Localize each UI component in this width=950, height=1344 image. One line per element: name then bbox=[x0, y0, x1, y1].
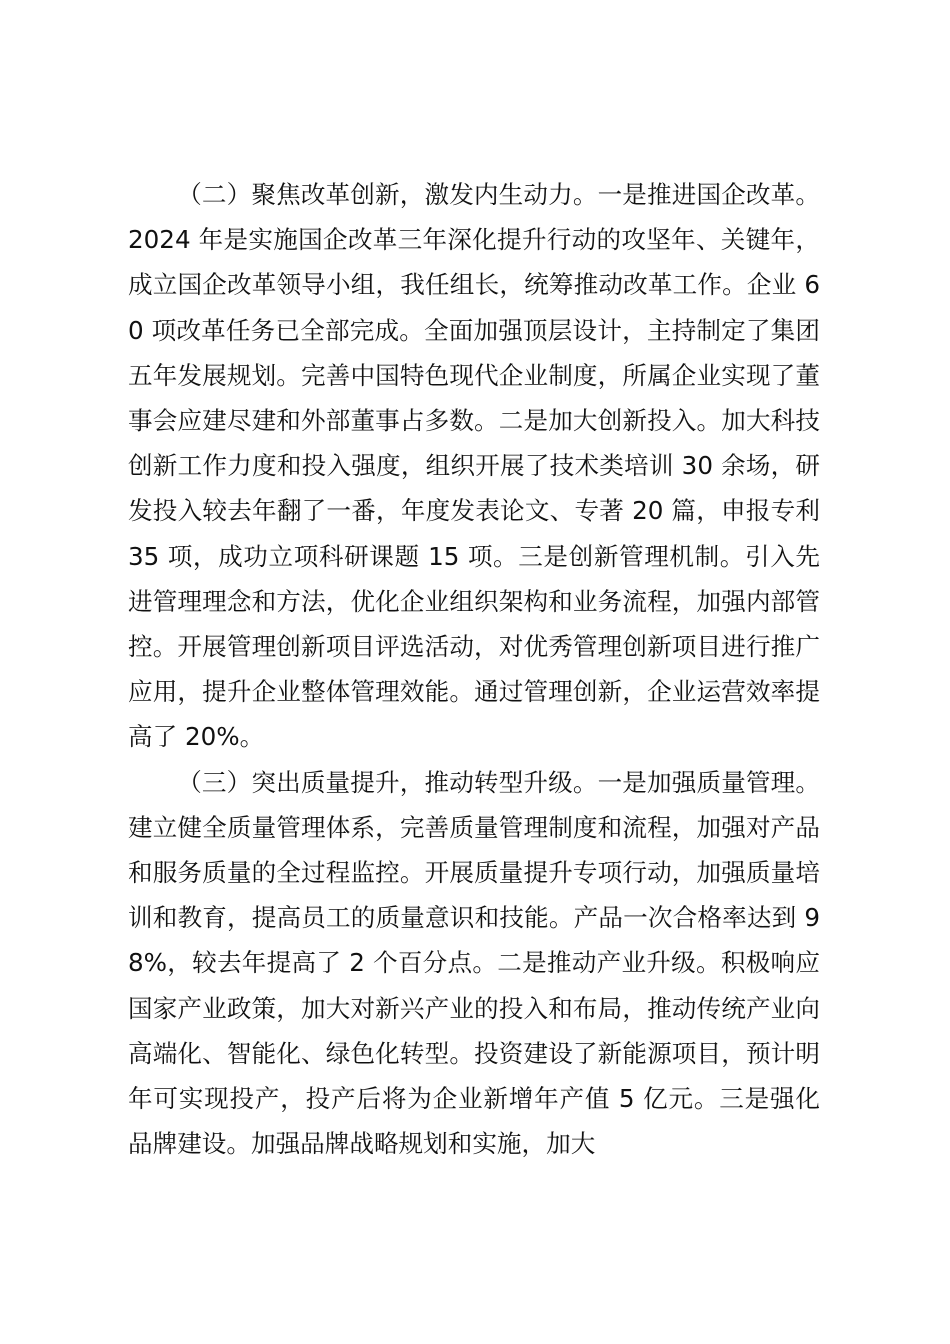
paragraph-quality-upgrade: （三）突出质量提升，推动转型升级。一是加强质量管理。建立健全质量管理体系，完善质量管理制度和流程，加强对产品和服务质量的全过程监控。开展质量提升专项行动，加强质量培训和教育，提高员工的质量意识和技能。产品一次合格率达到 98%，较去年提高了 2 个百分点。二是推动产业升级。积极响应国家产业政策，加大对新兴产业的投入和布局，推动传统产业向高端化、智能化、绿色化转型。投资建设了新能源项目，预计明年可实现投产，投产后将为企业新增年产值 5 亿元。三是强化品牌建设。加强品牌战略规划和实施，加大 bbox=[128, 767, 820, 1159]
document-page bbox=[128, 172, 820, 1166]
paragraph-reform-innovation: （二）聚焦改革创新，激发内生动力。一是推进国企改革。2024 年是实施国企改革三年深化提升行动的攻坚年、关键年，成立国企改革领导小组，我任组长，统筹推动改革工作。企业 60 项改革任务已全部完成。全面加强顶层设计，主持制定了集团五年发展规划。完善中国特色现代企业制度，所属企业实现了董事会应建尽建和外部董事占多数。二是加大创新投入。加大科技创新工作力度和投入强度，组织开展了技术类培训 30 余场，研发投入较去年翻了一番，年度发表论文、专著 20 篇，申报专利 35 项，成功立项科研课题 15 项。三是创新管理机制。引入先进管理理念和方法，优化企业组织架构和业务流程，加强内部管控。开展管理创新项目评选活动，对优秀管理创新项目进行推广应用，提升企业整体管理效能。通过管理创新，企业运营效率提高了 20%。 bbox=[128, 180, 820, 752]
